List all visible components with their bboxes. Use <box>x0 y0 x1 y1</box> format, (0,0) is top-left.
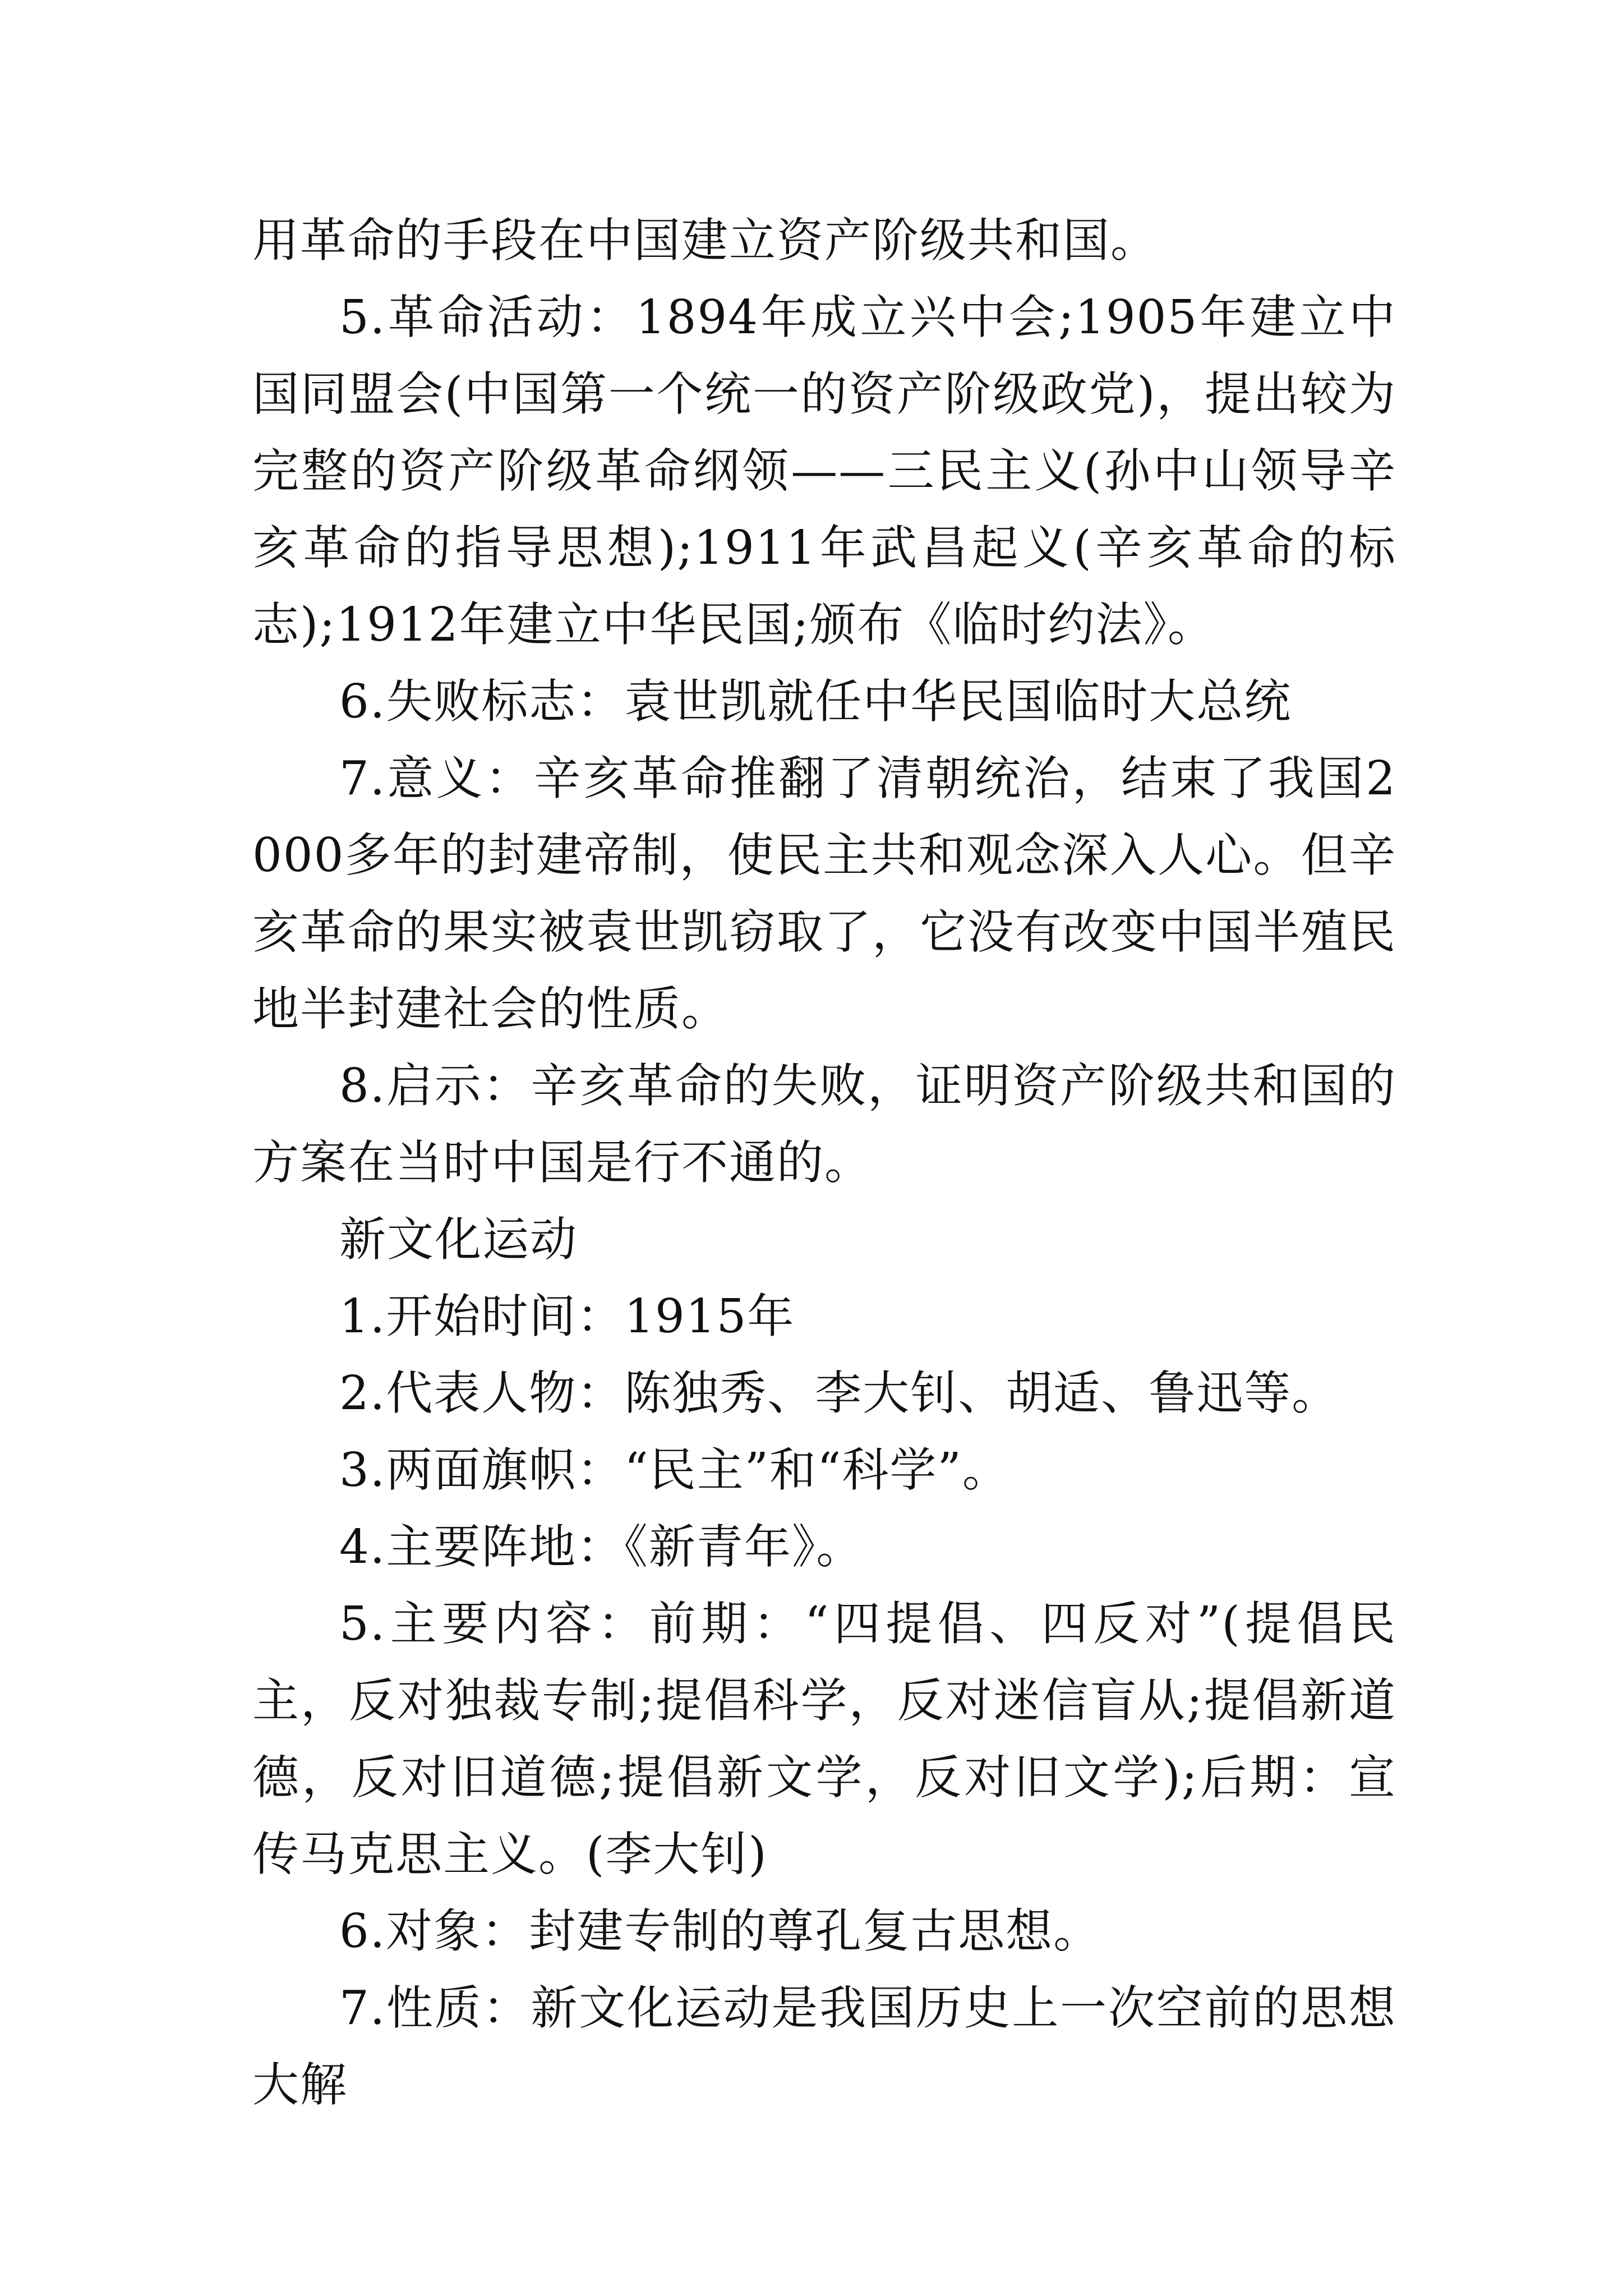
paragraph-two-banners: 3.两面旗帜：“民主”和“科学”。 <box>339 1443 1010 1497</box>
paragraph-start-time: 1.开始时间：1915年 <box>339 1289 795 1343</box>
paragraph-representatives: 2.代表人物：陈独秀、李大钊、胡适、鲁迅等。 <box>339 1366 1340 1420</box>
paragraph-significance: 7.意义：辛亥革命推翻了清朝统治，结束了我国2000多年的封建帝制，使民主共和观念深入人心。但辛亥革命的果实被袁世凯窃取了，它没有改变中国半殖民地半封建社会的性质。 <box>252 751 1396 1036</box>
paragraph-lesson: 8.启示：辛亥革命的失败，证明资产阶级共和国的方案在当时中国是行不通的。 <box>252 1059 1396 1190</box>
paragraph-revolutionary-activities: 5.革命活动：1894年成立兴中会;1905年建立中国同盟会(中国第一个统一的资产阶级政党)，提出较为完整的资产阶级革命纲领——三民主义(孙中山领导辛亥革命的指导思想);1911年武昌起义(辛亥革命的标志);1912年建立中华民国;颁布《临时约法》。 <box>252 290 1396 652</box>
paragraph-target: 6.对象：封建专制的尊孔复古思想。 <box>339 1904 1101 1958</box>
paragraph-nature: 7.性质：新文化运动是我国历史上一次空前的思想大解 <box>252 1981 1396 2112</box>
document-body <box>252 202 1396 2123</box>
paragraph-main-content: 5.主要内容：前期：“四提倡、四反对”(提倡民主，反对独裁专制;提倡科学，反对迷信盲从;提倡新道德，反对旧道德;提倡新文学，反对旧文学);后期：宣传马克思主义。(李大钊) <box>252 1596 1396 1881</box>
paragraph-republic-goal: 用革命的手段在中国建立资产阶级共和国。 <box>252 213 1158 268</box>
paragraph-main-position: 4.主要阵地：《新青年》。 <box>339 1520 864 1574</box>
paragraph-failure-sign: 6.失败标志：袁世凯就任中华民国临时大总统 <box>339 674 1292 729</box>
section-heading-new-culture-movement: 新文化运动 <box>339 1212 578 1267</box>
